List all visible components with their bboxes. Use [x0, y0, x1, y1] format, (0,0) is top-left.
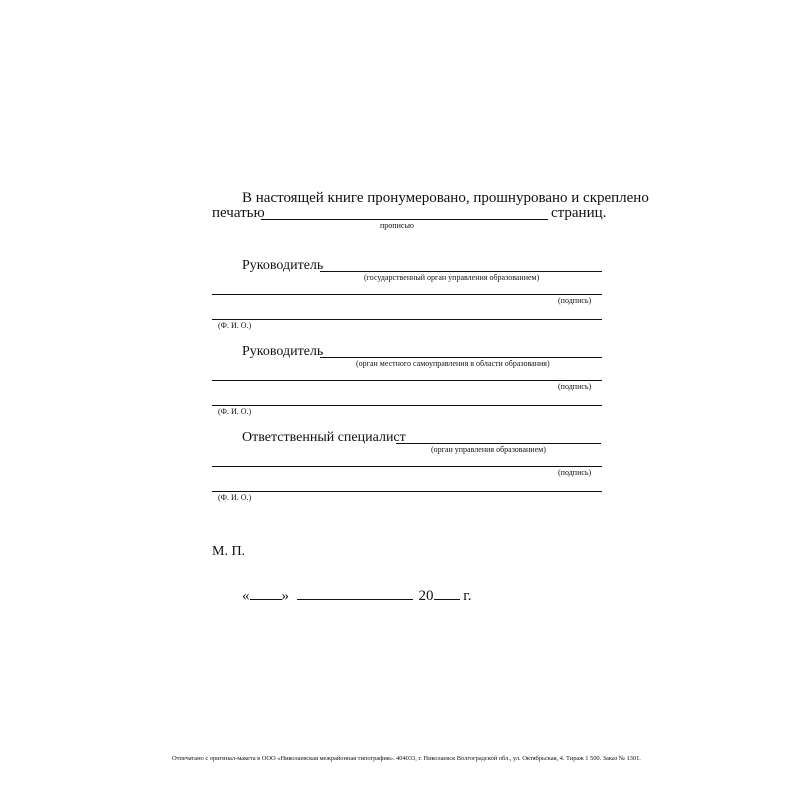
signer-1-fio-blank — [212, 319, 602, 320]
date-close-quote: » — [281, 588, 289, 604]
date-year-blank — [434, 588, 460, 600]
signer-2-fio-hint: (Ф. И. О.) — [218, 407, 252, 416]
signer-2-org-hint: (орган местного самоуправления в области образования) — [356, 359, 550, 368]
signer-2-signature-blank — [212, 380, 602, 381]
signer-2-org-blank — [320, 357, 602, 358]
date-month-blank — [297, 588, 413, 600]
signer-3-label: Ответственный специалист — [242, 430, 406, 445]
date-line — [242, 588, 471, 605]
intro-line-2-suffix: страниц. — [551, 205, 607, 221]
signer-3-org-hint: (орган управления образованием) — [431, 445, 546, 454]
printer-imprint: Отпечатано с оригинал-макета в ООО «Николаевская межрайонная типография». 404033, г. Николаевск Волгоградской обл., ул. Октябрьская, 4. Тираж 1 500. Заказ № 1301. — [172, 755, 641, 762]
signer-3-fio-blank — [212, 491, 602, 492]
date-year-prefix: 20 — [418, 588, 434, 604]
signer-3-org-blank — [396, 443, 601, 444]
signer-1-org-hint: (государственный орган управления образованием) — [364, 273, 540, 282]
signer-1-fio-hint: (Ф. И. О.) — [218, 321, 252, 330]
signer-1-org-blank — [320, 271, 602, 272]
date-year-suffix: г. — [463, 588, 472, 604]
signer-3-signature-hint: (подпись) — [558, 468, 592, 477]
signer-2-signature-hint: (подпись) — [558, 382, 592, 391]
signer-3-signature-blank — [212, 466, 602, 467]
signer-1-signature-blank — [212, 294, 602, 295]
stamp-place-label: М. П. — [212, 544, 246, 559]
date-open-quote: « — [242, 588, 250, 604]
signer-3-fio-hint: (Ф. И. О.) — [218, 493, 252, 502]
date-day-blank — [250, 588, 282, 600]
intro-line-2-prefix: печатью — [212, 205, 265, 221]
page-count-hint: прописью — [380, 221, 415, 230]
intro-line-1: В настоящей книге пронумеровано, прошнуровано и скреплено — [242, 190, 649, 206]
page-count-blank — [261, 219, 548, 220]
signer-2-label: Руководитель — [242, 344, 324, 359]
signer-1-label: Руководитель — [242, 258, 324, 273]
signer-1-signature-hint: (подпись) — [558, 296, 592, 305]
signer-2-fio-blank — [212, 405, 602, 406]
